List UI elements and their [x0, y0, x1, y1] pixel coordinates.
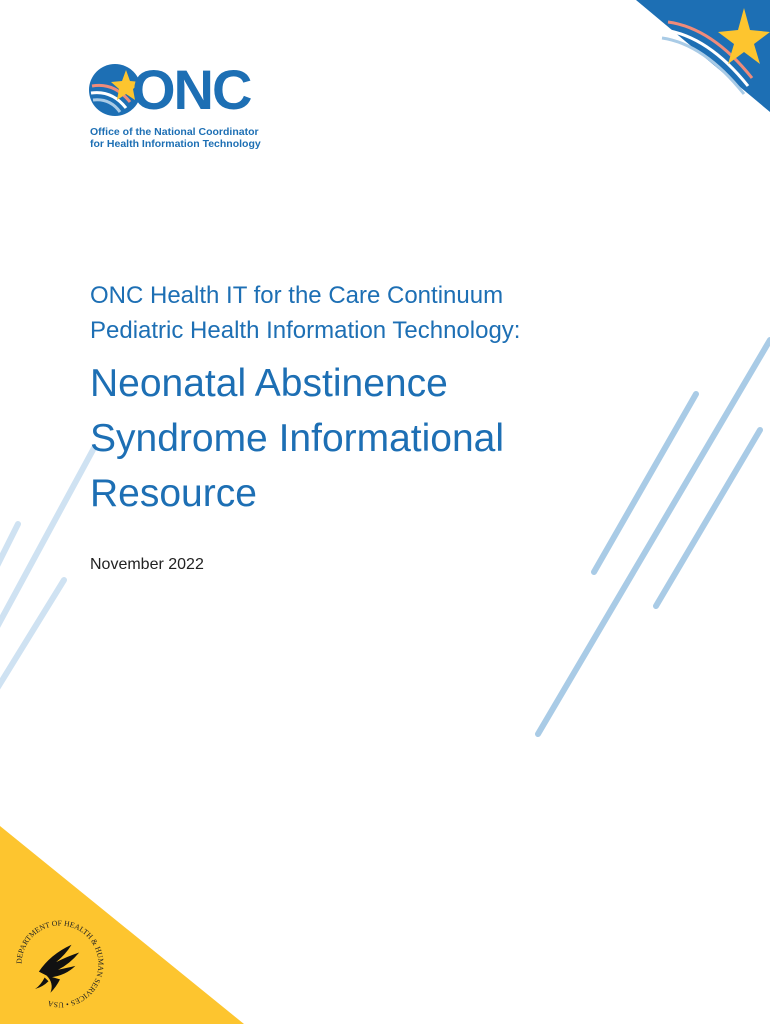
report-title-line3: Resource	[90, 472, 257, 515]
logo-wordmark: ONC	[132, 58, 251, 121]
report-date: November 2022	[90, 556, 204, 573]
left-stripes	[0, 448, 94, 700]
logo-subtitle-line1: Office of the National Coordinator	[90, 126, 259, 138]
report-title-line1: Neonatal Abstinence	[90, 362, 448, 405]
title-block	[90, 278, 650, 521]
corner-star-banner	[636, 0, 770, 112]
logo-subtitle	[90, 126, 261, 150]
logo-subtitle-line2: for Health Information Technology	[90, 138, 261, 150]
report-title-line2: Syndrome Informational	[90, 417, 505, 460]
hhs-seal-icon	[12, 916, 108, 1012]
report-subtitle-line1: ONC Health IT for the Care Continuum	[90, 282, 504, 309]
report-title	[90, 356, 650, 521]
onc-logo	[88, 58, 261, 154]
report-subtitle-line2: Pediatric Health Information Technology:	[90, 317, 521, 344]
seal-text: DEPARTMENT OF HEALTH & HUMAN SERVICES • USA	[14, 918, 106, 1010]
eagle-icon	[35, 945, 79, 993]
